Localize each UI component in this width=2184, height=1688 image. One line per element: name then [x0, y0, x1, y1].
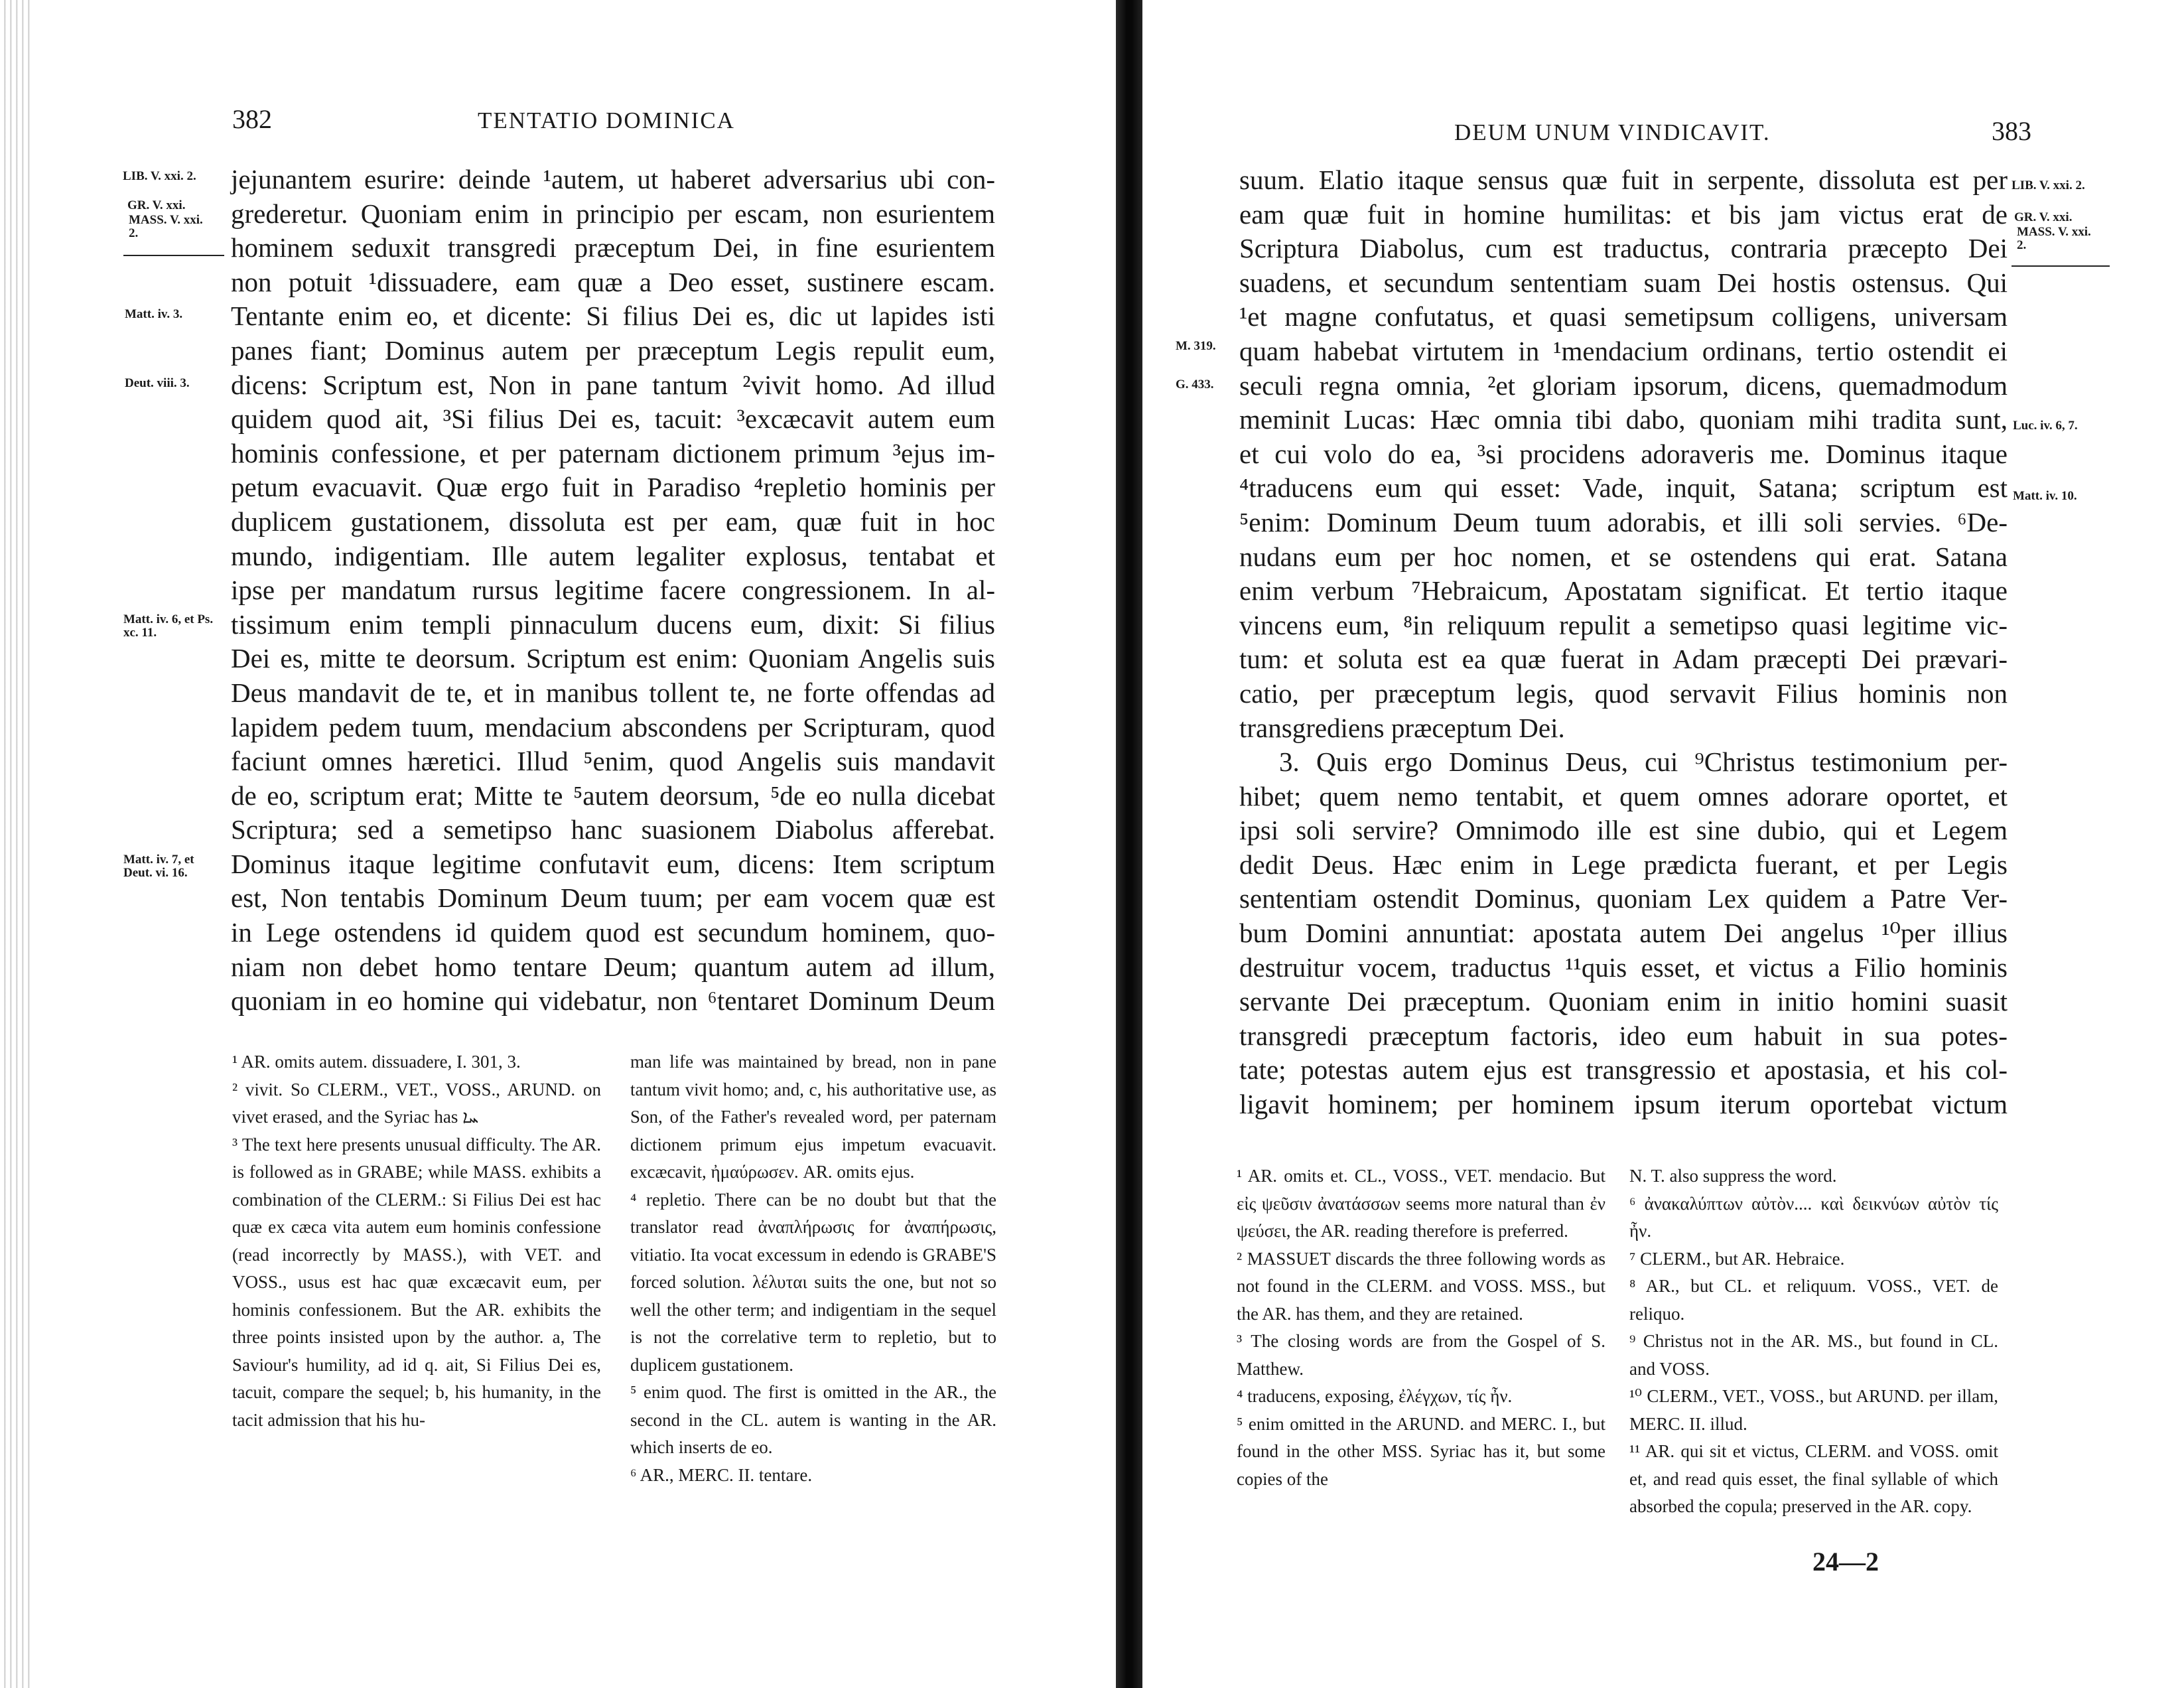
running-head: TENTATIO DOMINICA [478, 107, 735, 133]
text-line: grederetur. Quoniam enim in principio per escam, non esurientem [231, 198, 995, 229]
footnote: ¹¹ AR. qui sit et victus, CLERM. and VOSS. omit et, and read quis esset, the final syllable of which absorbed the copula; preserved in the AR. copy. [1629, 1441, 1998, 1516]
margin-note: Matt. iv. 6, et Ps. xc. 11. [123, 612, 214, 640]
footnote: ² MASSUET discards the three following words as not found in the CLERM. and VOSS. MSS., but the AR. has them, and they are retained. [1237, 1248, 1605, 1324]
footnote: ⁴ repletio. There can be no doubt but that the translator read ἀναπλήρωσις for ἀναπήρωσις, vitiatio. Ita vocat excessum in edendo is GRABE'S forced solution. λέλυται suits the one, but not so well the other term; and indigentiam in the sequel is not the correlative term to repletio, but to duplicem gustationem. [630, 1189, 996, 1375]
text-line: tate; potestas autem ejus est transgressio et apostasia, et his col- [1239, 1054, 2008, 1086]
body-text [231, 163, 995, 1019]
signature-mark: 24—2 [1812, 1547, 1879, 1577]
margin-note: Deut. viii. 3. [125, 376, 190, 390]
text-line: suum. Elatio itaque sensus quæ fuit in serpente, dissoluta est per [1239, 165, 2008, 195]
margin-note: LIB. V. xxi. 2. [2012, 178, 2085, 192]
margin-rule [2012, 265, 2110, 267]
footnote: man life was maintained by bread, non in pane tantum vivit homo; and, c, his authoritative use, as Son, of the Father's revealed word, per paternam dictionem primum ejus impetum evacuavit. excæcavit, ἠμαύρωσεν. AR. omits ejus. [630, 1052, 996, 1182]
text-line: ligavit hominem; per hominem ipsum iterum oportebat victum [1239, 1089, 2008, 1120]
text-line: hominem seduxit transgredi præceptum Dei, in fine esurientem [231, 232, 995, 263]
text-line: est, Non tentabis Dominum Deum tuum; per eam vocem quæ est [231, 882, 995, 914]
text-line: Scriptura Diabolus, cum est traductus, contraria præcepto Dei [1239, 233, 2008, 264]
running-head: DEUM UNUM VINDICAVIT. [1454, 119, 1771, 145]
text-line: lapidem pedem tuum, mendacium abscondens per Scripturam, quod [231, 711, 995, 742]
text-line: et cui volo do ea, ³si procidens adoraveris me. Dominus itaque [1239, 438, 2008, 469]
text-line: Scriptura; sed a semetipso hanc suasionem Diabolus afferebat. [231, 814, 995, 845]
footnote: ³ The text here presents unusual difficulty. The AR. is followed as in GRABE; while MASS. exhibits a combination of the CLERM.: Si Filius Dei est hac quæ ex cæca vita autem eum hominis confessione (read incorrectly by MASS.), with VET. and VOSS., usus est hac quæ excæcavit eum, per hominis confessionem. But the AR. exhibits the three points insisted upon by the author. a, The Saviour's humility, ad id q. ait, Si Filius Dei es, tacuit, compare the sequel; b, his humanity, in the tacit admission that his hu- [232, 1134, 601, 1430]
text-line: jejunantem esurire: deinde ¹autem, ut haberet adversarius ubi con- [231, 164, 995, 194]
margin-note: MASS. V. xxi. 2. [129, 213, 203, 240]
margin-note: Matt. iv. 3. [125, 307, 183, 321]
text-line: dicens: Scriptum est, Non in pane tantum ²vivit homo. Ad illud [231, 369, 995, 400]
text-line: nudans eum per hoc nomen, et se ostendens qui erat. Satana [1239, 541, 2008, 572]
text-line: hominis confessione, et per paternam dictionem primum ³ejus im- [231, 437, 995, 468]
text-line: sententiam ostendit Dominus, quoniam Lex quidem a Patre Ver- [1239, 883, 2008, 914]
footnote: ⁶ ἀνακαλύπτων αὐτὸν.... καὶ δεικνύων αὐτὸν τίς ἦν. [1629, 1193, 1998, 1241]
footnote: N. T. also suppress the word. [1629, 1166, 1837, 1186]
footnote: ⁶ AR., MERC. II. tentare. [630, 1464, 813, 1485]
text-line: de eo, scriptum erat; Mitte te ⁵autem deorsum, ⁵de eo nulla dicebat [231, 780, 995, 811]
text-line: seculi regna omnia, ²et gloriam ipsorum, dicens, quemadmodum [1239, 370, 2008, 401]
footnotes-column-2 [1629, 1162, 1998, 1521]
text-line: ⁵enim: Dominum Deum tuum adorabis, et illi soli servies. ⁶De- [1239, 506, 2008, 537]
text-line: ipse per mandatum rursus legitime facere congressionem. In al- [231, 575, 995, 606]
book-gutter [1116, 0, 1142, 1688]
footnote: ⁸ AR., but CL. et reliquum. VOSS., VET. de reliquo. [1629, 1276, 1998, 1324]
footnote: ⁵ enim omitted in the ARUND. and MERC. I., but found in the other MSS. Syriac has it, but some copies of the [1237, 1413, 1605, 1489]
body-text [1239, 163, 2008, 1122]
text-line: hibet; quem nemo tentabit, et quem omnes adorare oportet, et [1239, 780, 2008, 811]
footnote: ⁵ enim quod. The first is omitted in the AR., the second in the CL. autem is wanting in the AR. which inserts de eo. [630, 1382, 996, 1457]
text-line: panes fiant; Dominus autem per præceptum Legis repulit eum, [231, 334, 995, 366]
margin-note: MASS. V. xxi. 2. [2017, 225, 2091, 252]
text-line: Tentante enim eo, et dicente: Si filius Dei es, dic ut lapides isti [231, 301, 995, 332]
margin-note: LIB. V. xxi. 2. [123, 169, 196, 183]
text-line: bum Domini annuntiat: apostata autem Dei angelus ¹⁰per illius [1239, 918, 2008, 949]
text-line: transgredi præceptum factoris, ideo eum habuit in sua potes- [1239, 1020, 2008, 1051]
text-line: 3. Quis ergo Dominus Deus, cui ⁹Christus testimonium per- [1279, 746, 2008, 778]
text-line: meminit Lucas: Hæc omnia tibi dabo, quoniam mihi tradita sunt, [1239, 404, 2008, 435]
text-line: destruitur vocem, traductus ¹¹quis esset, et victus a Filio hominis [1239, 951, 2008, 983]
margin-note: Matt. iv. 10. [2013, 489, 2077, 503]
footnotes-column-2 [630, 1048, 996, 1489]
footnote: ¹ AR. omits et. CL., VOSS., VET. mendacio. But εἰς ψεῦσιν ἀνατάσσων seems more natural than ἐν ψεύσει, the AR. reading therefore is preferred. [1237, 1166, 1605, 1241]
margin-rule [123, 255, 224, 256]
text-line: quidem quod ait, ³Si filius Dei es, tacuit: ³excæcavit autem eum [231, 403, 995, 435]
text-line: suadens, et secundum sententiam suam Dei hostis ostensus. Qui [1239, 267, 2008, 298]
text-line: petum evacuavit. Quæ ergo fuit in Paradiso ⁴repletio hominis per [231, 472, 995, 503]
text-line: Dei es, mitte te deorsum. Scriptum est enim: Quoniam Angelis suis [231, 643, 995, 674]
text-line: Deus mandavit de te, et in manibus tollent te, ne forte offendas ad [231, 677, 995, 708]
margin-note: Matt. iv. 7, et Deut. vi. 16. [123, 853, 194, 880]
text-line: ipsi soli servire? Omnimodo ille est sine dubio, qui et Legem [1239, 815, 2008, 846]
text-line: quam habebat virtutem in ¹mendacium ordinans, tertio ostendit ei [1239, 335, 2008, 366]
footnote: ¹⁰ CLERM., VET., VOSS., but ARUND. per illam, MERC. II. illud. [1629, 1386, 1998, 1434]
margin-note: Luc. iv. 6, 7. [2013, 419, 2078, 433]
footnotes-column-1 [1237, 1162, 1605, 1493]
footnote: ³ The closing words are from the Gospel of S. Matthew. [1237, 1331, 1605, 1379]
margin-note: M. 319. [1176, 339, 1216, 353]
footnotes-column-1 [232, 1048, 601, 1434]
footnote: ¹ AR. omits autem. dissuadere, I. 301, 3. [232, 1052, 521, 1072]
page-number: 383 [1992, 116, 2031, 146]
text-line: ⁴traducens eum qui esset: Vade, inquit, Satana; scriptum est [1239, 472, 2008, 504]
text-line: servante Dei præceptum. Quoniam enim in initio homini suasit [1239, 986, 2008, 1017]
footnote: ⁹ Christus not in the AR. MS., but found in CL. and VOSS. [1629, 1331, 1998, 1379]
margin-note: GR. V. xxi. [2014, 210, 2073, 224]
text-line: mundo, indigentiam. Ille autem legaliter explosus, tentabat et [231, 540, 995, 571]
text-line: vincens eum, ⁸in reliquum repulit a semetipso quasi legitime vic- [1239, 609, 2008, 640]
margin-note: G. 433. [1176, 378, 1214, 391]
text-line: enim verbum ⁷Hebraicum, Apostatam significat. Et tertio itaque [1239, 575, 2008, 606]
margin-note: GR. V. xxi. [127, 198, 186, 212]
text-line: in Lege ostendens id quidem quod est secundum hominem, quo- [231, 917, 995, 948]
text-line: dedit Deus. Hæc enim in Lege prædicta fuerant, et per Legis [1239, 849, 2008, 880]
footnote: ⁴ traducens, exposing, ἐλέγχων, τίς ἦν. [1237, 1386, 1513, 1406]
text-line: non potuit ¹dissuadere, eam quæ a Deo esset, sustinere escam. [231, 266, 995, 297]
text-line: duplicem gustationem, dissoluta est per eam, quæ fuit in hoc [231, 506, 995, 537]
text-line: niam non debet homo tentare Deum; quantum autem ad illum, [231, 951, 995, 982]
footnote: ⁷ CLERM., but AR. Hebraice. [1629, 1248, 1845, 1269]
footnote: ² vivit. So CLERM., VET., VOSS., ARUND. on vivet erased, and the Syriac has ܚܐ [232, 1079, 601, 1127]
text-line: transgrediens præceptum Dei. [1239, 712, 1565, 743]
text-line: tum: et soluta est ea quæ fuerat in Adam præcepti Dei prævari- [1239, 644, 2008, 675]
page-number: 382 [232, 104, 272, 134]
text-line: eam quæ fuit in homine humilitas: et bis jam victus erat de [1239, 198, 2008, 230]
text-line: faciunt omnes hæretici. Illud ⁵enim, quod Angelis suis mandavit [231, 746, 995, 777]
right-page [1142, 0, 2184, 1688]
text-line: catio, per præceptum legis, quod servavit Filius hominis non [1239, 677, 2008, 709]
text-line: quoniam in eo homine qui videbatur, non ⁶tentaret Dominum Deum [231, 985, 995, 1017]
text-line: Dominus itaque legitime confutavit eum, dicens: Item scriptum [231, 848, 995, 879]
text-line: ¹et magne confutatus, et quasi semetipsum colligens, universam [1239, 301, 2008, 332]
text-line: tissimum enim templi pinnaculum ducens eum, dixit: Si filius [231, 608, 995, 640]
